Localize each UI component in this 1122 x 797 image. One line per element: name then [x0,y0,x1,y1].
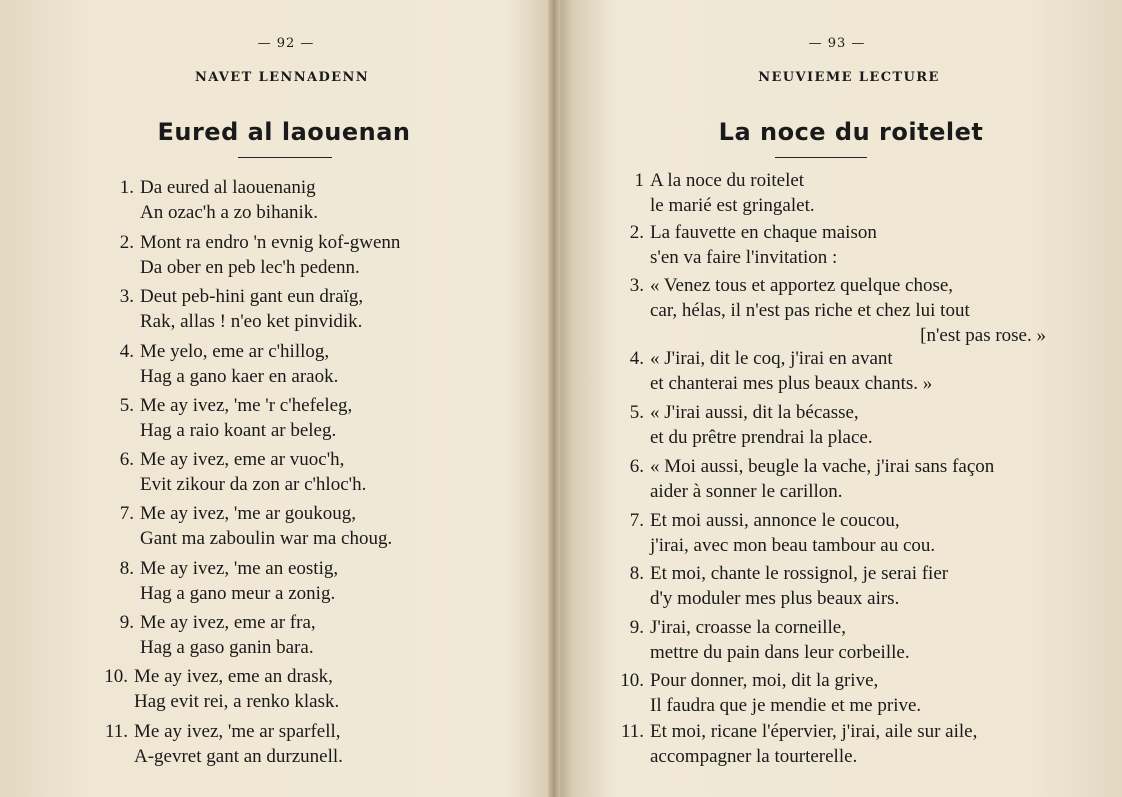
verse-line: Pour donner, moi, dit la grive, [650,670,879,691]
verse [119,610,316,660]
verse-number: 2. [119,232,134,253]
verse-line: car, hélas, il n'est pas riche et chez lui tout [650,300,970,321]
running-head: NEUVIEME LECTURE [758,70,940,85]
verse-line: Hag evit rei, a renko klask. [134,691,340,712]
verse-line: Hag a gano kaer en araok. [140,366,339,387]
verse [629,615,910,665]
verse-line: Hag a gaso ganin bara. [140,637,314,658]
verse [119,230,401,280]
verse [104,719,343,769]
verse-number: 10. [620,670,644,691]
verse [119,556,339,606]
verse-line: Da ober en peb lec'h pedenn. [140,257,360,278]
verse-line: accompagner la tourterelle. [650,746,858,767]
verse [629,273,1046,348]
verse [119,447,367,497]
verse [629,400,873,450]
verse-line: le marié est gringalet. [650,195,815,216]
verse [629,346,933,396]
verse-line: Me ay ivez, eme an drask, [134,666,333,687]
verse-number: 3. [119,286,134,307]
verse-line: J'irai, croasse la corneille, [650,617,846,638]
verse-line: « J'irai, dit le coq, j'irai en avant [650,348,893,369]
verse [629,561,949,611]
verse-number: 11. [620,721,644,742]
verse [629,508,936,558]
verse [119,175,319,225]
verse-line: Me ay ivez, eme ar fra, [140,612,316,633]
verse-number: 10. [104,666,128,687]
verse-line: Me ay ivez, eme ar vuoc'h, [140,449,345,470]
verse-number: 11. [104,721,128,742]
verse-line: Rak, allas ! n'eo ket pinvidik. [140,311,363,332]
verse-line: Hag a raio koant ar beleg. [140,420,337,441]
verse [634,168,815,218]
verse-number: 1 [634,170,644,191]
verse-line: mettre du pain dans leur corbeille. [650,642,910,663]
verse-line: Hag a gano meur a zonig. [140,583,336,604]
verse-list [560,0,1122,797]
verse-line: Et moi aussi, annonce le coucou, [650,510,900,531]
verse-number: 6. [119,449,134,470]
verse-number: 4. [629,348,644,369]
verse-line: d'y moduler mes plus beaux airs. [650,588,900,609]
verse [620,668,922,718]
verse-line: Me ay ivez, 'me an eostig, [140,558,339,579]
verse-line: Da eured al laouenanig [140,177,316,198]
verse-line: Me yelo, eme ar c'hillog, [140,341,330,362]
verse-number: 8. [629,563,644,584]
verse-number: 4. [119,341,134,362]
verse-list [0,0,548,797]
verse-number: 9. [629,617,644,638]
verse-line: Me ay ivez, 'me ar sparfell, [134,721,341,742]
verse-number: 1. [119,177,134,198]
page-number: — 92 — [257,36,315,51]
verse-line: A-gevret gant an durzunell. [134,746,343,767]
verse-line: « J'irai aussi, dit la bécasse, [650,402,859,423]
verse-line: s'en va faire l'invitation : [650,247,838,268]
verse-line: Gant ma zaboulin war ma choug. [140,528,393,549]
verse-line-continuation: [n'est pas rose. » [920,325,1046,346]
verse-line: Deut peb-hini gant eun draïg, [140,286,364,307]
verse-line: Me ay ivez, 'me 'r c'hefeleg, [140,395,353,416]
verse-line: Me ay ivez, 'me ar goukoug, [140,503,357,524]
right-page [560,0,1122,797]
verse [629,454,995,504]
verse-line: A la noce du roitelet [650,170,805,191]
verse-line: « Moi aussi, beugle la vache, j'irai sans façon [650,456,995,477]
verse-number: 5. [119,395,134,416]
verse-line: aider à sonner le carillon. [650,481,843,502]
verse [119,501,393,551]
verse-number: 2. [629,222,644,243]
verse-line: Evit zikour da zon ar c'hloc'h. [140,474,367,495]
verse-line: Et moi, chante le rossignol, je serai fier [650,563,949,584]
verse-number: 6. [629,456,644,477]
verse [104,664,340,714]
verse-line: et chanterai mes plus beaux chants. » [650,373,933,394]
verse [119,393,353,443]
verse-line: et du prêtre prendrai la place. [650,427,873,448]
verse-line: j'irai, avec mon beau tambour au cou. [650,535,936,556]
page-number: — 93 — [808,36,866,51]
verse-line: Il faudra que je mendie et me prive. [650,695,922,716]
running-head: NAVET LENNADENN [194,70,370,85]
left-page [0,0,548,797]
verse-line: Et moi, ricane l'épervier, j'irai, aile sur aile, [650,721,978,742]
verse [620,719,978,769]
verse-line: Mont ra endro 'n evnig kof-gwenn [140,232,401,253]
verse [629,220,877,270]
verse-number: 7. [119,503,134,524]
verse-number: 8. [119,558,134,579]
verse-number: 3. [629,275,644,296]
verse-number: 7. [629,510,644,531]
verse-line: An ozac'h a zo bihanik. [140,202,319,223]
verse-number: 9. [119,612,134,633]
poem-title: Eured al laouenan [157,118,411,146]
verse-line: « Venez tous et apportez quelque chose, [650,275,954,296]
verse-number: 5. [629,402,644,423]
verse [119,339,339,389]
poem-title: La noce du roitelet [718,118,984,146]
verse-line: La fauvette en chaque maison [650,222,877,243]
verse [119,284,364,334]
